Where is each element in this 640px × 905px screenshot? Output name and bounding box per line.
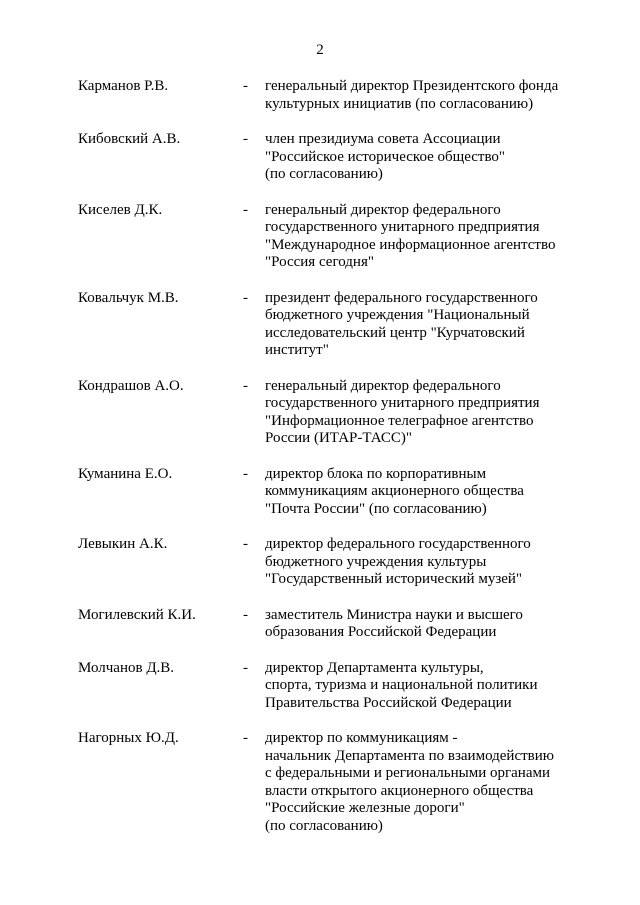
separator-dash: - bbox=[243, 78, 248, 94]
role-line: начальник Департамента по взаимодействию bbox=[265, 747, 554, 764]
member-name: Кибовский А.В. bbox=[78, 131, 181, 147]
member-role bbox=[265, 78, 575, 113]
role-line: генеральный директор Президентского фонда bbox=[265, 78, 559, 94]
member-name: Кондрашов А.О. bbox=[78, 377, 184, 394]
role-line: генеральный директор федерального bbox=[265, 377, 501, 394]
member-name: Могилевский К.И. bbox=[78, 606, 196, 623]
member-name: Карманов Р.В. bbox=[78, 78, 169, 94]
role-line: бюджетного учреждения культуры bbox=[265, 553, 487, 570]
member-entry bbox=[0, 536, 640, 589]
separator-dash: - bbox=[243, 465, 248, 482]
member-name: Нагорных Ю.Д. bbox=[78, 730, 179, 746]
role-line: директор Департамента культуры, bbox=[265, 659, 484, 676]
member-entry bbox=[0, 131, 640, 184]
role-line: бюджетного учреждения "Национальный bbox=[265, 307, 530, 323]
role-line: России (ИТАР-ТАСС)" bbox=[265, 430, 413, 446]
role-line: директор блока по корпоративным bbox=[265, 465, 487, 482]
member-role bbox=[265, 131, 575, 184]
role-line: исследовательский центр "Курчатовский bbox=[265, 324, 525, 341]
member-entry bbox=[0, 78, 640, 113]
member-name: Киселев Д.К. bbox=[78, 201, 163, 218]
role-line: президент федерального государственного bbox=[265, 289, 538, 306]
separator-dash: - bbox=[243, 536, 248, 552]
separator-dash: - bbox=[243, 659, 248, 676]
role-line: (по согласованию) bbox=[265, 166, 383, 182]
member-name: Левыкин А.К. bbox=[78, 536, 168, 552]
member-entry bbox=[0, 202, 640, 272]
member-role bbox=[265, 466, 575, 519]
member-role bbox=[265, 378, 575, 448]
role-line: "Международное информационное агентство bbox=[265, 236, 556, 253]
role-line: культурных инициатив (по согласованию) bbox=[265, 95, 534, 112]
member-name: Ковальчук М.В. bbox=[78, 289, 179, 306]
member-entry bbox=[0, 660, 640, 713]
separator-dash: - bbox=[243, 606, 248, 623]
role-line: член президиума совета Ассоциации bbox=[265, 131, 501, 147]
role-line: коммуникациям акционерного общества bbox=[265, 483, 524, 499]
role-line: "Россия сегодня" bbox=[265, 254, 374, 270]
role-line: власти открытого акционерного общества bbox=[265, 782, 534, 799]
role-line: генеральный директор федерального bbox=[265, 201, 501, 218]
member-entry bbox=[0, 730, 640, 835]
member-name: Куманина Е.О. bbox=[78, 465, 173, 482]
role-line: государственного унитарного предприятия bbox=[265, 219, 540, 235]
member-entry bbox=[0, 607, 640, 642]
role-line: спорта, туризма и национальной политики bbox=[265, 677, 538, 693]
role-line: образования Российской Федерации bbox=[265, 624, 497, 640]
member-entry bbox=[0, 290, 640, 360]
member-entry bbox=[0, 378, 640, 448]
member-role bbox=[265, 660, 575, 713]
member-role bbox=[265, 202, 575, 272]
separator-dash: - bbox=[243, 201, 248, 218]
role-line: "Государственный исторический музей" bbox=[265, 571, 523, 587]
separator-dash: - bbox=[243, 730, 248, 746]
member-role bbox=[265, 730, 575, 835]
role-line: "Информационное телеграфное агентство bbox=[265, 412, 534, 429]
separator-dash: - bbox=[243, 377, 248, 394]
role-line: институт" bbox=[265, 342, 329, 358]
role-line: Правительства Российской Федерации bbox=[265, 694, 512, 711]
member-name: Молчанов Д.В. bbox=[78, 659, 175, 676]
role-line: директор федерального государственного bbox=[265, 536, 531, 552]
member-list bbox=[0, 78, 640, 853]
role-line: с федеральными и региональными органами bbox=[265, 765, 551, 781]
member-role bbox=[265, 607, 575, 642]
page-number: 2 bbox=[316, 42, 324, 58]
member-role bbox=[265, 290, 575, 360]
member-role bbox=[265, 536, 575, 589]
separator-dash: - bbox=[243, 289, 248, 306]
role-line: заместитель Министра науки и высшего bbox=[265, 606, 523, 623]
role-line: "Почта России" (по согласованию) bbox=[265, 500, 487, 517]
role-line: (по согласованию) bbox=[265, 817, 383, 834]
member-entry bbox=[0, 466, 640, 519]
separator-dash: - bbox=[243, 131, 248, 147]
role-line: директор по коммуникациям - bbox=[265, 730, 458, 746]
role-line: "Российские железные дороги" bbox=[265, 800, 465, 816]
role-line: государственного унитарного предприятия bbox=[265, 395, 540, 411]
role-line: "Российское историческое общество" bbox=[265, 148, 506, 165]
